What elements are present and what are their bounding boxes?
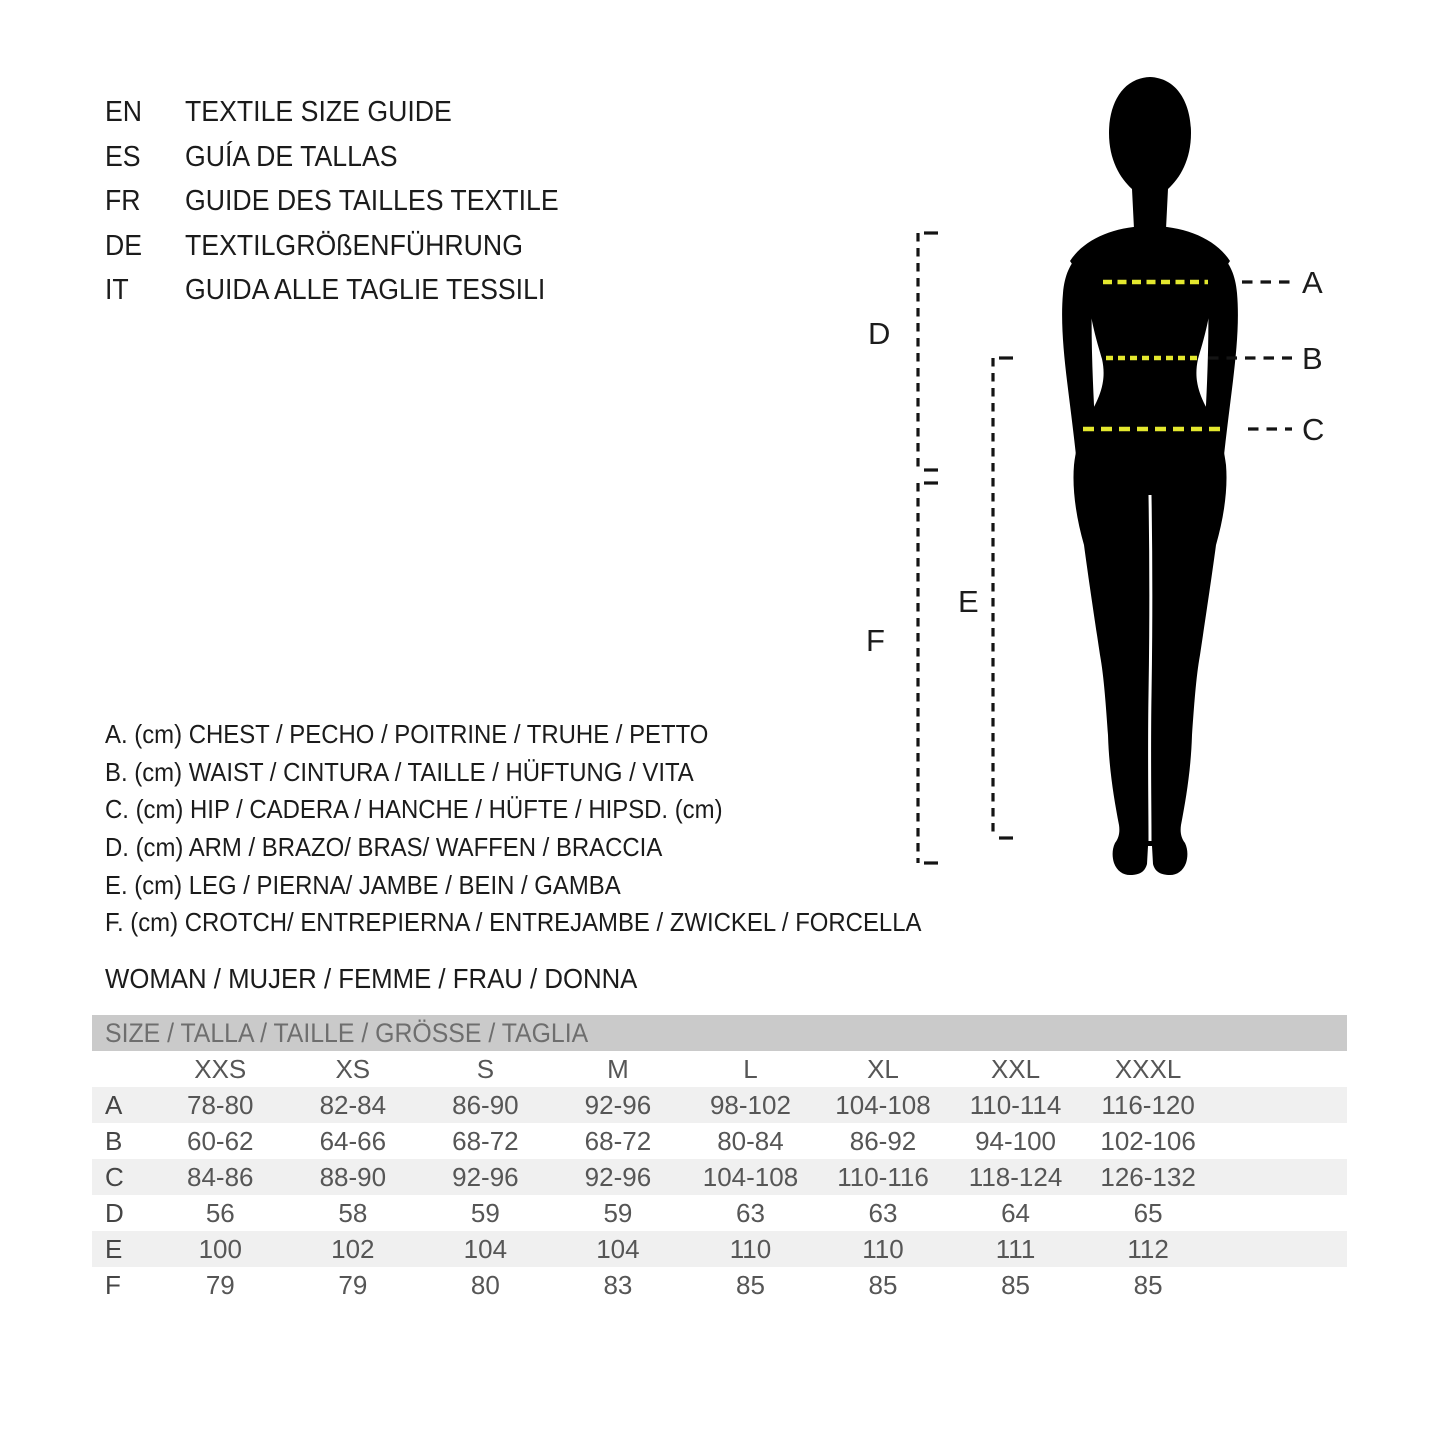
row-label: F bbox=[105, 1269, 121, 1300]
column-header-empty bbox=[1214, 1051, 1347, 1087]
cell-empty bbox=[1214, 1123, 1347, 1159]
row-label: A bbox=[105, 1089, 123, 1120]
language-code: EN bbox=[105, 96, 143, 128]
language-code: DE bbox=[105, 229, 143, 262]
cell: 60-62 bbox=[187, 1125, 254, 1156]
size-table-grid bbox=[92, 1051, 1347, 1303]
cell: 63 bbox=[868, 1197, 898, 1228]
cell: 104-108 bbox=[702, 1161, 799, 1192]
cell-empty bbox=[1214, 1267, 1347, 1303]
silhouette-inseam-gap bbox=[1150, 495, 1151, 841]
cell: 98-102 bbox=[709, 1089, 791, 1120]
female-silhouette bbox=[1062, 77, 1238, 875]
cell: 104-108 bbox=[835, 1089, 931, 1120]
size-table-title-bar: SIZE / TALLA / TAILLE / GRÖSSE / TAGLIA bbox=[92, 1015, 1347, 1051]
hip-label: C bbox=[1302, 412, 1325, 447]
cell: 85 bbox=[736, 1269, 765, 1300]
language-row bbox=[105, 224, 591, 269]
definition-arm: D. (cm) ARM / BRAZO/ BRAS/ WAFFEN / BRACCIA bbox=[105, 832, 663, 863]
table-row bbox=[92, 1231, 1347, 1267]
definition-crotch: F. (cm) CROTCH/ ENTREPIERNA / ENTREJAMBE / ZWICKEL / FORCELLA bbox=[105, 907, 922, 938]
corner-cell bbox=[92, 1051, 154, 1087]
measurement-definitions bbox=[105, 716, 992, 942]
cell: 68-72 bbox=[452, 1125, 519, 1156]
row-label: E bbox=[105, 1233, 123, 1264]
cell-empty bbox=[1214, 1159, 1347, 1195]
row-label: C bbox=[105, 1161, 124, 1192]
definition-chest: A. (cm) CHEST / PECHO / POITRINE / TRUHE / PETTO bbox=[105, 719, 709, 749]
size-table bbox=[92, 1015, 1347, 1303]
cell: 110-114 bbox=[969, 1089, 1062, 1120]
language-code: FR bbox=[105, 185, 141, 218]
cell: 79 bbox=[205, 1269, 235, 1300]
cell: 88-90 bbox=[319, 1161, 387, 1192]
cell: 84-86 bbox=[187, 1161, 254, 1192]
cell: 104 bbox=[463, 1233, 508, 1264]
cell: 94-100 bbox=[975, 1125, 1057, 1156]
waist-label: B bbox=[1302, 341, 1323, 376]
row-label: B bbox=[105, 1125, 123, 1156]
cell: 68-72 bbox=[584, 1125, 652, 1156]
cell: 126-132 bbox=[1100, 1161, 1196, 1192]
definition-leg: E. (cm) LEG / PIERNA/ JAMBE / BEIN / GAMBA bbox=[105, 869, 621, 900]
cell: 86-90 bbox=[452, 1089, 519, 1120]
definition-hip: C. (cm) HIP / CADERA / HANCHE / HÜFTE / HIPSD. (cm) bbox=[105, 794, 723, 825]
column-header: XL bbox=[867, 1053, 899, 1084]
column-header: XS bbox=[335, 1053, 371, 1084]
cell: 65 bbox=[1133, 1197, 1163, 1228]
table-row bbox=[92, 1087, 1347, 1123]
cell: 110 bbox=[729, 1233, 772, 1264]
audience-title: WOMAN / MUJER / FEMME / FRAU / DONNA bbox=[105, 963, 638, 994]
language-row bbox=[105, 179, 591, 224]
cell: 118-124 bbox=[968, 1161, 1063, 1192]
silhouette-head bbox=[1109, 77, 1191, 232]
language-row bbox=[105, 135, 591, 180]
column-header: S bbox=[476, 1053, 495, 1084]
cell: 64 bbox=[1001, 1197, 1031, 1228]
size-table-header-row bbox=[92, 1051, 1347, 1087]
cell: 100 bbox=[198, 1233, 242, 1264]
cell: 110 bbox=[862, 1233, 904, 1264]
table-row bbox=[92, 1123, 1347, 1159]
column-header: XXL bbox=[990, 1053, 1041, 1084]
cell: 59 bbox=[603, 1197, 633, 1228]
cell: 80 bbox=[470, 1269, 500, 1300]
language-code: ES bbox=[105, 140, 141, 173]
cell: 83 bbox=[603, 1269, 633, 1300]
language-code: IT bbox=[105, 274, 129, 307]
cell: 110-116 bbox=[837, 1161, 929, 1192]
guide-title: GUÍA DE TALLAS bbox=[185, 140, 398, 173]
crotch-label: F bbox=[866, 623, 885, 658]
cell: 63 bbox=[736, 1197, 765, 1228]
row-label: D bbox=[105, 1197, 124, 1228]
cell: 116-120 bbox=[1101, 1089, 1195, 1120]
cell: 85 bbox=[1133, 1269, 1163, 1300]
cell: 59 bbox=[470, 1197, 500, 1228]
column-header: XXS bbox=[194, 1053, 247, 1084]
language-title-block bbox=[105, 90, 591, 313]
cell-empty bbox=[1214, 1195, 1347, 1231]
cell: 102 bbox=[331, 1233, 375, 1264]
cell: 111 bbox=[995, 1233, 1036, 1264]
cell: 58 bbox=[338, 1197, 368, 1228]
guide-title: GUIDE DES TAILLES TEXTILE bbox=[185, 185, 559, 218]
cell: 82-84 bbox=[319, 1089, 387, 1120]
leg-label: E bbox=[958, 584, 979, 619]
cell: 92-96 bbox=[452, 1161, 519, 1192]
cell: 56 bbox=[205, 1197, 235, 1228]
cell: 85 bbox=[868, 1269, 898, 1300]
column-header: M bbox=[607, 1053, 629, 1084]
cell: 86-92 bbox=[849, 1125, 917, 1156]
definition-waist: B. (cm) WAIST / CINTURA / TAILLE / HÜFTUNG / VITA bbox=[105, 756, 694, 787]
column-header: XXXL bbox=[1114, 1053, 1182, 1084]
cell: 102-106 bbox=[1100, 1125, 1196, 1156]
language-row bbox=[105, 268, 591, 313]
cell: 80-84 bbox=[717, 1125, 784, 1156]
guide-title: TEXTILGRÖßENFÜHRUNG bbox=[185, 229, 523, 262]
guide-title: GUIDA ALLE TAGLIE TESSILI bbox=[185, 274, 546, 307]
cell: 92-96 bbox=[584, 1161, 652, 1192]
cell-empty bbox=[1214, 1087, 1347, 1123]
table-row bbox=[92, 1159, 1347, 1195]
table-row bbox=[92, 1195, 1347, 1231]
cell: 78-80 bbox=[187, 1089, 254, 1120]
column-header: L bbox=[743, 1053, 758, 1084]
arm-label: D bbox=[868, 316, 891, 351]
cell: 64-66 bbox=[319, 1125, 387, 1156]
chest-label: A bbox=[1302, 265, 1323, 300]
cell: 85 bbox=[1001, 1269, 1031, 1300]
cell: 92-96 bbox=[584, 1089, 652, 1120]
cell: 79 bbox=[338, 1269, 368, 1300]
cell: 104 bbox=[596, 1233, 640, 1264]
cell: 112 bbox=[1127, 1233, 1169, 1264]
cell-empty bbox=[1214, 1231, 1347, 1267]
guide-title: TEXTILE SIZE GUIDE bbox=[185, 96, 452, 128]
table-row bbox=[92, 1267, 1347, 1303]
language-row bbox=[105, 90, 591, 135]
